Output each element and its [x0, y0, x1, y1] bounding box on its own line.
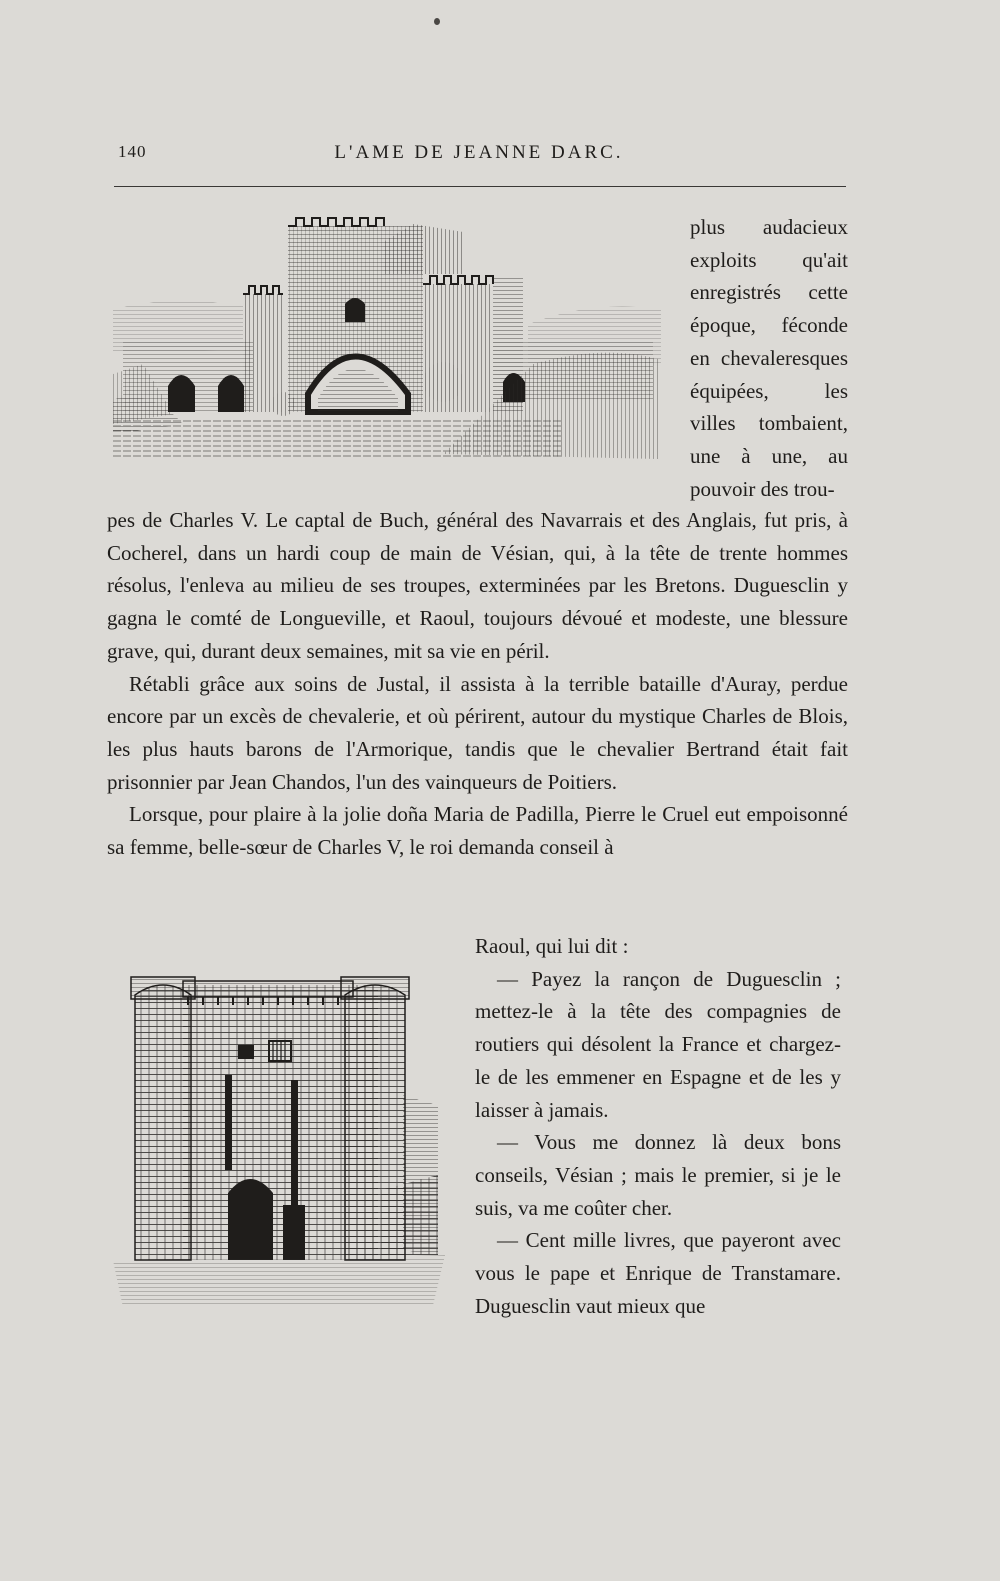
paragraph: Lorsque, pour plaire à la jolie doña Maria de Padilla, Pierre le Cruel eut empoisonné sa femme, belle-sœur de Charles V, le roi demanda conseil à [107, 802, 848, 860]
paragraph: pes de Charles V. Le captal de Buch, général des Navarrais et des Anglais, fut pris, à Cocherel, dans un hardi coup de main de Vésian, qui, à la tête de trente hommes résolus, l'enleva au milieu de ses troupes, exterminées par les Bretons. Duguesclin y gagna le comté de Longueville, et Raoul, toujours dévoué et modeste, une blessure grave, qui, durant deux semaines, mit sa vie en péril. [107, 508, 848, 663]
fortified-bridge-engraving-icon [113, 214, 663, 472]
page-header [114, 142, 844, 168]
main-text [107, 504, 848, 864]
dialogue-line: — Payez la rançon de Duguesclin ; mettez-le à la tête des compagnies de routiers qui désolent la France et chargez-le de les emmener en Espagne et de les y laisser à jamais. [475, 966, 841, 1122]
wrap-text-bottom [475, 930, 841, 1322]
ink-speck [434, 18, 440, 25]
dialogue-line: — Cent mille livres, que payeront avec vous le pape et Enrique de Transtamare. Duguesclin vaut mieux que [475, 1228, 841, 1318]
page-number: 140 [118, 142, 147, 161]
paragraph: Raoul, qui lui dit : [475, 934, 629, 958]
wrap-text-top: plus audacieux exploits qu'ait enregistrés cette époque, féconde en chevaleresques équipées, les villes tombaient, une à une, au pouvoir des trou- [690, 215, 848, 501]
dialogue-line: — Vous me donnez là deux bons conseils, Vésian ; mais le premier, si je le suis, va me coûter cher. [475, 1130, 841, 1220]
paragraph: Rétabli grâce aux soins de Justal, il assista à la terrible bataille d'Auray, perdue encore par un excès de chevalerie, et où périrent, autour du mystique Charles de Blois, les plus hauts barons de l'Armorique, tandis que le chevalier Bertrand était fait prisonnier par Jean Chandos, l'un des vainqueurs de Poitiers. [107, 671, 848, 794]
castle-gate-engraving-icon [113, 955, 445, 1310]
running-title: L'AME DE JEANNE DARC. [334, 142, 624, 163]
header-rule [114, 186, 846, 187]
